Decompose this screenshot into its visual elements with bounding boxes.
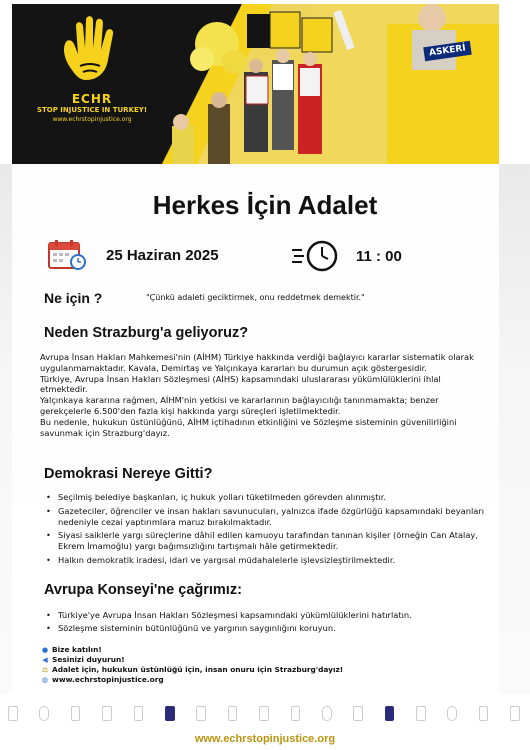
event-time-text: 11 : 00 xyxy=(356,247,402,265)
partner-logo[interactable] xyxy=(102,706,112,721)
globe-icon: ◍ xyxy=(41,676,49,684)
event-title: Herkes İçin Adalet xyxy=(152,190,378,220)
cta-justice-text: Adalet için, hukukun üstünlüğü için, insan onuru için Strazburg'dayız! xyxy=(52,665,344,674)
section-call-list xyxy=(40,610,490,636)
list-item: • Seçilmiş belediye başkanları, iç hukuk yolları tüketilmeden görevden alınmıştır. xyxy=(40,492,490,503)
partner-logo[interactable] xyxy=(39,706,49,721)
partner-logo[interactable] xyxy=(196,706,206,721)
event-date xyxy=(48,240,219,270)
paragraph: Bu nedenle, hukukun üstünlüğünü, AİHM içtihadının etkinliğini ve Sözleşme sisteminin güvenilirliğini savunmak için Strazburg'dayız. xyxy=(40,416,457,438)
cta-voice-row xyxy=(40,655,460,665)
partner-logo[interactable] xyxy=(134,706,144,721)
call-to-action xyxy=(40,645,460,685)
section-strasbourg-body xyxy=(40,352,486,438)
event-time xyxy=(292,240,402,272)
hand-logo-icon xyxy=(50,12,130,92)
why-label: Ne için ? xyxy=(44,290,103,306)
cta-website-row[interactable] xyxy=(40,675,460,685)
scales-icon: ⚖ xyxy=(41,666,49,674)
paragraph: Avrupa İnsan Hakları Mahkemesi'nin (AİHM) Türkiye hakkında verdiği bağlayıcı kararlar sistematik olarak uygulanmamaktadır. Kavala, Demirtaş ve Yalçınkaya kararları bu durumun açık göstergesidir. xyxy=(40,352,474,373)
paragraph: Yalçınkaya kararına rağmen, AİHM'nin yetkisi ve kararlarının bağlayıcılığı tanınmamakta; benzer gerekçelerle 6.500'den fazla kişi hakkında yargı süreçleri işletilmektedir. xyxy=(40,395,439,416)
section-strasbourg-heading: Neden Strazburg'a geliyoruz? xyxy=(44,325,249,341)
partner-logo[interactable] xyxy=(259,706,269,721)
list-item: • Sözleşme sisteminin bütünlüğünü ve yargının saygınlığını koruyun. xyxy=(40,623,490,634)
why-quote: "Çünkü adaleti geciktirmek, onu reddetmek demektir." xyxy=(146,293,365,302)
partner-logo[interactable] xyxy=(385,706,395,721)
partner-logo[interactable] xyxy=(510,706,520,721)
logo-title: ECHR xyxy=(71,92,113,106)
partner-logo[interactable] xyxy=(228,706,238,721)
partner-logo[interactable] xyxy=(353,706,363,721)
section-call-heading: Avrupa Konseyi'ne çağrımız: xyxy=(44,582,242,598)
event-date-text: 25 Haziran 2025 xyxy=(106,246,219,264)
clock-icon xyxy=(292,240,340,272)
cta-website-link[interactable]: www.echrstopinjustice.org xyxy=(52,675,164,684)
footer-website-link[interactable]: www.echrstopinjustice.org xyxy=(194,733,336,745)
partner-logo[interactable] xyxy=(322,706,332,721)
person-icon: ● xyxy=(41,646,49,654)
partner-logo[interactable] xyxy=(416,706,426,721)
protest-sign-text: ASKERİ xyxy=(423,41,471,61)
partner-logo[interactable] xyxy=(8,706,18,721)
list-item: • Siyasi saiklerle yargı süreçlerine dâhil edilen kamuoyu tarafından tanınan kişiler (örneğin Can Atalay, Ekrem İmamoğlu) yargı bağımsızlığını tartışmalı hâle getirmektedir. xyxy=(40,530,490,552)
paragraph: Türkiye, Avrupa İnsan Hakları Sözleşmesi (AİHS) kapsamındaki uluslararası yükümlülüklerini ihlal etmektedir. xyxy=(40,373,441,395)
partner-logo[interactable] xyxy=(447,706,457,721)
partner-logo[interactable] xyxy=(479,706,489,721)
partner-logos xyxy=(8,703,520,723)
list-item: • Türkiye'ye Avrupa İnsan Hakları Sözleşmesi kapsamındaki yükümlülüklerini hatırlatın. xyxy=(40,610,490,621)
partner-logo[interactable] xyxy=(71,706,81,721)
cta-justice-row xyxy=(40,665,460,675)
cta-join-text: Bize katılın! xyxy=(52,645,102,654)
list-item: • Halkın demokratik iradesi, idari ve yargısal müdahalelerle işlevsizleştirilmektedir. xyxy=(40,555,490,566)
logo-subtitle: STOP INJUSTICE IN TURKEY! xyxy=(36,106,148,114)
cta-join-row xyxy=(40,645,460,655)
section-democracy-list xyxy=(40,492,490,568)
partner-logo[interactable] xyxy=(165,706,175,721)
calendar-icon xyxy=(48,240,86,270)
cta-voice-text: Sesinizi duyurun! xyxy=(52,655,125,664)
partner-logo[interactable] xyxy=(291,706,301,721)
section-democracy-heading: Demokrasi Nereye Gitti? xyxy=(44,466,213,482)
logo-url: www.echrstopinjustice.org xyxy=(52,116,132,123)
hero-banner xyxy=(12,4,499,164)
megaphone-icon: ◀ xyxy=(42,656,48,664)
list-item: • Gazeteciler, öğrenciler ve insan hakları savunucuları, yalnızca ifade özgürlüğü kapsamındaki beyanları nedeniyle cezai yaptırımlara maruz bırakılmaktadır. xyxy=(40,506,490,528)
